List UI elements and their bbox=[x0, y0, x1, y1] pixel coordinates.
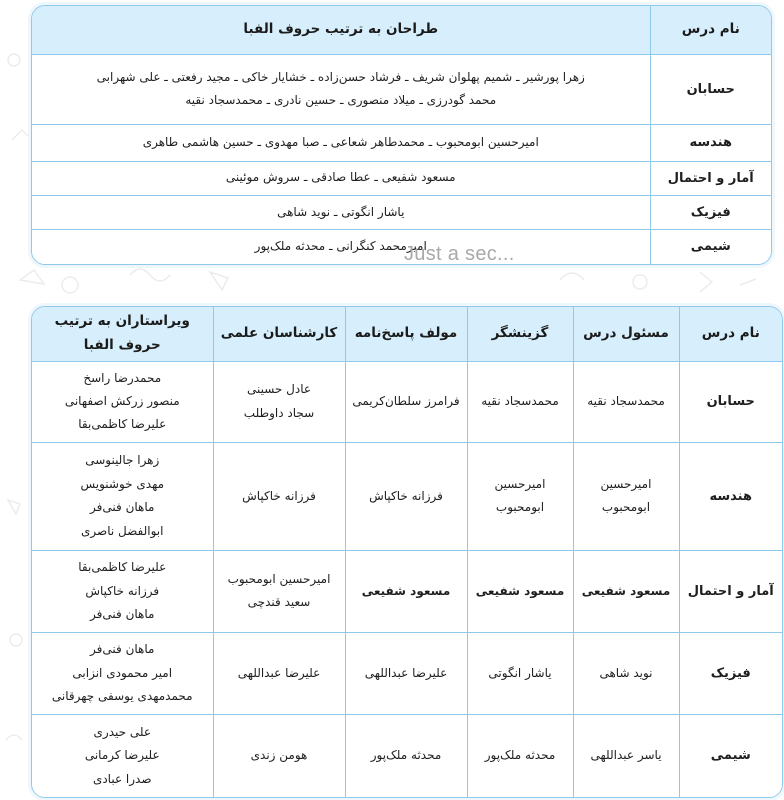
designers-line: مسعود شفیعی ـ عطا صادقی ـ سروش موئینی bbox=[225, 170, 456, 185]
name-line: ماهان فنی‌فر bbox=[90, 607, 155, 622]
selector-cell bbox=[467, 715, 573, 797]
name-line: فرامرز سلطان‌کریمی bbox=[352, 393, 460, 408]
table-row bbox=[32, 442, 782, 550]
responsible-cell bbox=[573, 361, 679, 442]
name-line: محمدسجاد نقیه bbox=[587, 393, 665, 408]
subject-cell: فیزیک bbox=[650, 195, 771, 229]
designers-table bbox=[32, 6, 771, 264]
designers-line: امیرحسین ابومحبوب ـ محمدطاهر شعاعی ـ صبا مهدوی ـ حسین هاشمی طاهری bbox=[142, 135, 539, 150]
name-line: هومن زندی bbox=[250, 748, 308, 763]
header-responsible: مسئول درس bbox=[573, 307, 679, 361]
header-editors: ویراستاران به ترتیب حروف الفبا bbox=[32, 307, 213, 361]
designers-cell bbox=[32, 161, 650, 195]
name-line: مهدی خوشنویس bbox=[80, 476, 165, 491]
name-line: علی حیدری bbox=[93, 725, 151, 740]
designers-table-card bbox=[31, 5, 772, 265]
name-line: ماهان فنی‌فر bbox=[90, 500, 155, 515]
designers-cell bbox=[32, 125, 650, 161]
answer-author-cell bbox=[345, 550, 467, 632]
name-line: امیر محمودی انزابی bbox=[72, 665, 173, 680]
table-row bbox=[32, 715, 782, 797]
responsible-cell bbox=[573, 632, 679, 714]
name-line: صدرا عبادی bbox=[92, 771, 152, 786]
name-line: محمدرضا راسخ bbox=[83, 370, 162, 385]
experts-cell bbox=[213, 632, 345, 714]
designers-cell bbox=[32, 195, 650, 229]
name-line: ماهان فنی‌فر bbox=[90, 642, 155, 657]
subject-cell: فیزیک bbox=[679, 632, 782, 714]
editors-cell bbox=[32, 715, 213, 797]
answer-author-cell bbox=[345, 632, 467, 714]
subject-cell: شیمی bbox=[679, 715, 782, 797]
experts-cell bbox=[213, 550, 345, 632]
subject-cell: آمار و احتمال bbox=[679, 550, 782, 632]
responsible-cell bbox=[573, 550, 679, 632]
selector-cell bbox=[467, 632, 573, 714]
designers-line: محمد گودرزی ـ میلاد منصوری ـ حسین نادری ـ محمدسجاد نقیه bbox=[185, 93, 497, 108]
editors-cell bbox=[32, 442, 213, 550]
subject-cell: هندسه bbox=[650, 125, 771, 161]
name-line: یاشار انگوتی bbox=[488, 665, 552, 680]
name-line: زهرا جالینوسی bbox=[85, 453, 160, 468]
table-row bbox=[32, 632, 782, 714]
designers-line: امیرمحمد کنگرانی ـ محدثه ملک‌پور bbox=[254, 239, 427, 254]
experts-cell bbox=[213, 442, 345, 550]
name-line: مسعود شفیعی bbox=[581, 583, 671, 598]
name-line: امیرحسین ابومحبوب bbox=[227, 571, 331, 586]
name-line: مسعود شفیعی bbox=[475, 583, 565, 598]
experts-cell bbox=[213, 715, 345, 797]
header-subject: نام درس bbox=[679, 307, 782, 361]
header-subject: نام درس bbox=[650, 6, 771, 54]
header-experts: کارشناسان علمی bbox=[213, 307, 345, 361]
subject-cell: حسابان bbox=[650, 54, 771, 125]
name-line: محدثه ملک‌پور bbox=[484, 748, 556, 763]
name-line: سجاد داوطلب bbox=[243, 405, 315, 420]
name-line: فرزانه خاکپاش bbox=[242, 488, 316, 503]
loading-watermark: Just a sec... bbox=[404, 243, 515, 265]
name-line: محمدمهدی یوسفی چهرقانی bbox=[51, 689, 193, 704]
name-line: علیرضا کاظمی‌بقا bbox=[78, 560, 167, 575]
editors-cell bbox=[32, 550, 213, 632]
designers-line: یاشار انگوتی ـ نوید شاهی bbox=[277, 204, 405, 219]
designers-line: زهرا پورشیر ـ شمیم پهلوان شریف ـ فرشاد حسن‌زاده ـ خشایار خاکی ـ مجید رفعتی ـ علی شهرابی bbox=[96, 69, 585, 84]
name-line: محدثه ملک‌پور bbox=[370, 748, 442, 763]
answer-author-cell bbox=[345, 361, 467, 442]
designers-cell bbox=[32, 54, 650, 125]
designers-cell bbox=[32, 230, 650, 264]
table-row bbox=[32, 230, 771, 264]
subject-cell: هندسه bbox=[679, 442, 782, 550]
subject-cell: شیمی bbox=[650, 230, 771, 264]
name-line: فرزانه خاکپاش bbox=[85, 583, 160, 598]
editors-cell bbox=[32, 361, 213, 442]
selector-cell bbox=[467, 361, 573, 442]
name-line: ابومحبوب bbox=[601, 500, 651, 515]
staff-table-card bbox=[31, 306, 783, 798]
name-line: مسعود شفیعی bbox=[361, 583, 451, 598]
subject-cell: حسابان bbox=[679, 361, 782, 442]
name-line: فرزانه خاکپاش bbox=[369, 488, 443, 503]
table-row bbox=[32, 550, 782, 632]
table-row bbox=[32, 195, 771, 229]
subject-cell: آمار و احتمال bbox=[650, 161, 771, 195]
name-line: علیرضا عبداللهی bbox=[364, 665, 448, 680]
table-row bbox=[32, 161, 771, 195]
name-line: نوید شاهی bbox=[599, 665, 653, 680]
answer-author-cell bbox=[345, 715, 467, 797]
name-line: علیرضا کاظمی‌بقا bbox=[78, 417, 167, 432]
table-row bbox=[32, 361, 782, 442]
name-line: امیرحسین bbox=[600, 476, 652, 491]
header-selector: گزینشگر bbox=[467, 307, 573, 361]
name-line: ابومحبوب bbox=[495, 500, 545, 515]
editors-cell bbox=[32, 632, 213, 714]
name-line: علیرضا کرمانی bbox=[84, 748, 160, 763]
name-line: یاسر عبداللهی bbox=[590, 748, 662, 763]
experts-cell bbox=[213, 361, 345, 442]
name-line: سعید قندچی bbox=[247, 595, 311, 610]
table-row bbox=[32, 125, 771, 161]
header-designers: طراحان به ترتیب حروف الفبا bbox=[32, 6, 650, 54]
responsible-cell bbox=[573, 715, 679, 797]
answer-author-cell bbox=[345, 442, 467, 550]
staff-table bbox=[32, 307, 782, 797]
name-line: محمدسجاد نقیه bbox=[481, 393, 559, 408]
responsible-cell bbox=[573, 442, 679, 550]
table-row bbox=[32, 54, 771, 125]
name-line: امیرحسین bbox=[494, 476, 546, 491]
header-answer-author: مولف پاسخ‌نامه bbox=[345, 307, 467, 361]
name-line: منصور زرکش اصفهانی bbox=[64, 393, 180, 408]
name-line: عادل حسینی bbox=[246, 382, 312, 397]
selector-cell bbox=[467, 442, 573, 550]
selector-cell bbox=[467, 550, 573, 632]
name-line: ابوالفضل ناصری bbox=[81, 523, 164, 538]
name-line: علیرضا عبداللهی bbox=[237, 665, 321, 680]
